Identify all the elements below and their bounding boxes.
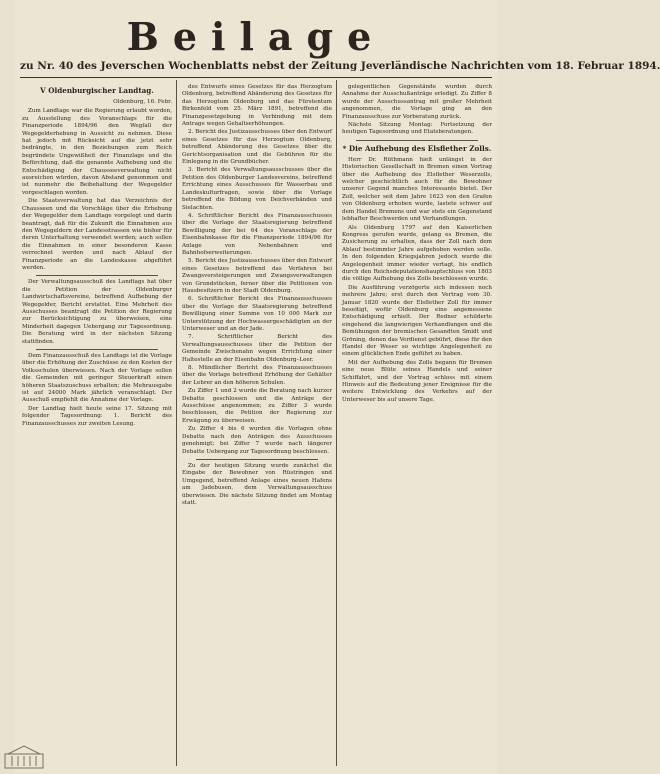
column-divider-1 <box>176 80 177 766</box>
column-1 <box>22 84 172 764</box>
paragraph: Die Staatsverwaltung hat das Verzeichnis der Chausseen und die Vorschläge über die Erhebung der Wegegelder dem Landtage vorgelegt und darin beantragt, daß für die Zukunft die Einnahmen aus den Wegegeldern der Landesstrassen wie bisher für deren Unterhaltung verwendet werden; auch sollen die Einnahmen in einer besonderen Kasse verrechnet werden und nach Ablauf der Finanzperiode an die Landeskasse abgeführt werden. <box>22 198 172 271</box>
paragraph: Die Ausführung verzögerte sich indessen noch mehrere Jahre; erst durch den Vertrag vom 30. Januar 1820 wurde der Elsflether Zoll für immer beseitigt, wofür Oldenburg eine angemessene Entschädigung erhielt. Der Redner schilderte eingehend die langwierigen Verhandlungen und die Bemühungen der bremischen Gesandten Smidt und Gröning, denen das Verdienst gebührt, diese für den Handel der Weser so wichtige Angelegenheit zu einem glücklichen Ende geführt zu haben. <box>342 284 492 358</box>
masthead-subtitle: zu Nr. 40 des Jeverschen Wochenblatts nebst der Zeitung Jeverländische Nachrichten vom 18. Februar 1894. <box>20 60 660 72</box>
library-stamp-icon <box>4 744 44 770</box>
paragraph: Zu Ziffer 4 bis 6 wurden die Vorlagen ohne Debatte nach den Anträgen des Ausschusses genehmigt; bei Ziffer 7 wurde nach längerer Debatte Uebergang zur Tagesordnung beschlossen. <box>182 426 332 455</box>
section-divider <box>196 459 318 460</box>
paragraph: Herr Dr. Rüthmann hielt unlängst in der Historischen Gesellschaft in Bremen einen Vortrag über die Aufhebung des Elsflether Weserzolls, welcher geschichtlich auch für die Bewohner unserer Gegend manches Interessante bietet. Der Zoll, welcher seit dem Jahre 1623 von den Grafen von Oldenburg erhoben wurde, lastete schwer auf dem Handel Bremens und war stets ein Gegenstand lebhafter Beschwerden und Verhandlungen. <box>342 156 492 223</box>
paragraph: Zum Landtage war die Regierung erlaubt worden, zu Ausstellung des Voranschlags für die Finanzperiode 1894/96 den Wegfall der Wegegelderhebung in Aussicht zu nehmen. Diese hat jedoch mit Rücksicht auf die jetzt sehr bedrängte, in den Beziehungen zum Reich begründete Ungewißheit der Finanzlage und die Befürchtung, daß die genannte Aufhebung und die Entschädigung der Chausseeverwaltung nicht ausreichen würden, davon Abstand genommen und ist nunmehr die Beibehaltung der Wegegelder vorgeschlagen worden. <box>22 108 172 196</box>
column-2 <box>182 84 332 764</box>
article-heading-elsfleth: * Die Aufhebung des Elsflether Zolls. <box>342 143 492 153</box>
section-divider <box>36 349 158 350</box>
paragraph: 4. Schriftlicher Bericht des Finanzausschusses über die Vorlage der Staatsregierung betreffend Bewilligung der bei 64 des Voranschlags der Eisenbahnkasse für die Finanzperiode 1894/96 für Anlage von Nebenbahnen und Bahnhofserweiterungen. <box>182 212 332 256</box>
section-divider <box>36 275 158 276</box>
paragraph: 5. Bericht des Justizausschusses über den Entwurf eines Gesetzes betreffend das Verfahren bei Zwangsversteigerungen und Zwangsverwaltungen von Grundstücken, ferner über die Petitionen von Hausbesitzern in der Stadt Oldenburg. <box>182 258 333 294</box>
paragraph: Zu der heutigen Sitzung wurde zunächst die Eingabe der Bewohner von Rüstringen und Umgegend, betreffend Anlage eines neuen Hafens am Jadebusen, dem Verwaltungsausschuss überwiesen. Die nächste Sitzung findet am Montag statt. <box>182 462 332 506</box>
paragraph: Zu Ziffer 1 und 2 wurde die Beratung nach kurzer Debatte geschlossen und die Anträge der Ausschüsse angenommen; zu Ziffer 3 wurde beschlossen, die Petition der Regierung zur Erwägung zu überweisen. <box>182 388 332 424</box>
article-heading-landtag: V Oldenburgischer Landtag. <box>40 86 154 95</box>
header-divider <box>20 77 492 78</box>
column-divider-2 <box>336 80 337 766</box>
paragraph: 2. Bericht des Justizausschusses über den Entwurf eines Gesetzes für das Herzogtum Oldenburg, betreffend Abänderung des Gesetzes über die Gerichtsorganisation und die Gebühren für die Einlegung in die Grundbücher. <box>182 129 333 166</box>
paragraph: Der Landtag hielt heute seine 17. Sitzung mit folgender Tagesordnung: 1. Bericht des Finanzausschusses zur zweiten Lesung. <box>22 405 172 427</box>
newspaper-page <box>14 0 660 774</box>
section-divider <box>356 140 478 141</box>
paragraph: 6. Schriftlicher Bericht des Finanzausschusses über die Vorlage der Staatsregierung betreffend Bewilligung einer Summe von 10 000 Mark zur Unterstützung der Hochwassergeschädigten an der Unterweser und an der Jade. <box>182 296 332 332</box>
paragraph: gelegentlichen Gegenstände wurden durch Annahme der Ausschußanträge erledigt. Zu Ziffer 8 wurde der Ausschussantrag mit großer Mehrheit angenommen, die Vorlage ging an den Finanzausschuss zur Vorberatung zurück. <box>342 84 492 120</box>
article-dateline: Oldenburg, 16. Febr. <box>113 99 172 105</box>
column-3 <box>342 84 492 764</box>
paragraph: Dem Finanzausschuß des Landtags ist die Vorlage über die Erhöhung der Zuschüsse zu den Kosten der Volksschulen überwiesen. Nach der Vorlage sollen die Gemeinden mit geringer Steuerkraft einen höheren Staatszuschuss erhalten; die Mehrausgabe ist auf 24000 Mark jährlich veranschlagt. Der Ausschuß empfiehlt die Annahme der Vorlage. <box>22 353 172 404</box>
paragraph: 8. Mündlicher Bericht des Finanzausschusses über die Vorlage betreffend Erhöhung der Gehälter der Lehrer an den höheren Schulen. <box>182 365 332 386</box>
paragraph: Nächste Sitzung Montag: Fortsetzung der heutigen Tagesordnung und Etatsberatungen. <box>342 122 492 136</box>
paragraph: Mit der Aufhebung des Zolls begann für Bremen eine neue Blüte seines Handels und seiner Schiffahrt, und der Vortrag schloss mit einem Hinweis auf die Bedeutung jener Ereignisse für die weitere Entwicklung des Verkehrs auf der Unterweser bis auf unsere Tage. <box>342 359 492 403</box>
paragraph: 7. Schriftlicher Bericht des Verwaltungsausschusses über die Petition der Gemeinde Zwischenahn wegen Errichtung einer Haltestelle an der Eisenbahn Oldenburg–Leer. <box>182 334 332 363</box>
paragraph: 3. Bericht des Verwaltungsausschusses über die Petition des Oldenburger Landesvereins, betreffend Errichtung eines Ausschusses für Wasserbau und Landeskulturfragen, sowie über die Vorlage betreffend die Bildung von Deichverbänden und Sielachten. <box>182 167 332 211</box>
paragraph: des Entwurfs eines Gesetzes für das Herzogtum Oldenburg, betreffend Abänderung des Gesetzes für das Herzogtum Oldenburg und das Fürstentum Birkenfeld vom 25. März 1891, betreffend die Finanzgesetzgebung in Verbindung mit dem Antrage wegen Gehaltserhöhungen. <box>182 84 332 128</box>
masthead-title: Beilage <box>126 14 386 59</box>
paragraph: Der Verwaltungsausschuß des Landtags hat über die Petition der Oldenburger Landwirtschaftsvereine, betreffend Aufhebung der Wegegelder, Bericht erstattet. Eine Mehrheit des Ausschusses beantragt die Petition der Regierung zur Berücksichtigung zu überweisen, eine Minderheit dagegen Uebergang zur Tagesordnung. Die Beratung wird in der nächsten Sitzung stattfinden. <box>22 279 172 345</box>
paragraph: Als Oldenburg 1797 auf den Kaiserlichen Kongress gerufen wurde, gelang es Bremen, die Zusicherung zu erhalten, dass der Zoll nach dem Ablauf bestimmter Jahre aufgehoben werden solle. In den folgenden Kriegsjahren jedoch wurde die Angelegenheit immer wieder vertagt, bis endlich durch den Reichsdeputationshauptschluss von 1803 die völlige Aufhebung des Zolls beschlossen wurde. <box>342 224 492 283</box>
